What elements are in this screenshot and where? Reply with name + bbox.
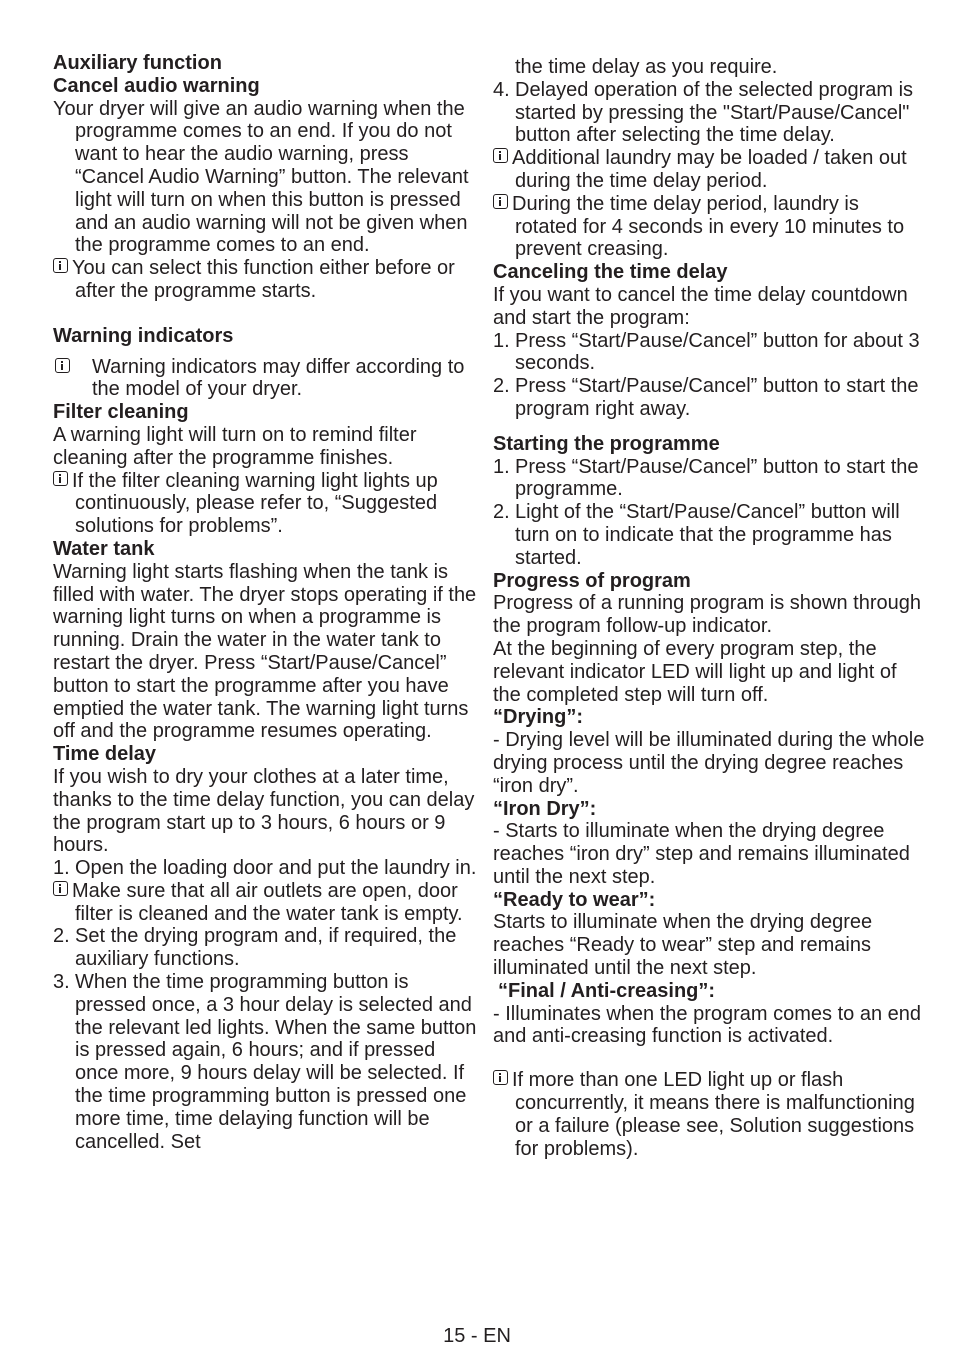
water-tank-text: Warning light starts flashing when the tank is filled with water. The dryer stops operating if the warning light turns on when a programme is running. Drain the water in the water tank to restart the dryer. Press “Start/Pause/Cancel” button to start the programme after you have emptied the water tank. The warning light turns off and the programme resumes operating. [53, 560, 477, 743]
drying-text: - Drying level will be illuminated during the whole drying process until the drying degree reaches “iron dry”. [493, 729, 925, 797]
cancel-audio-text: Your dryer will give an audio warning when the programme comes to an end. If you do not want to hear the audio warning, press “Cancel Audio Warning” button. The relevant light will turn on when this button is pressed and an audio warning will not be given when the programme comes to an end. [53, 97, 469, 257]
progress-text-1: Progress of a running program is shown through the program follow-up indicator. [493, 592, 922, 638]
delay-step-2: 2. Set the drying program and, if required, the auxiliary functions. [53, 925, 457, 971]
delay-step-4: 4. Delayed operation of the selected program is started by pressing the "Start/Pause/Cancel" button after selecting the time delay. [493, 78, 914, 147]
time-delay-heading: Time delay [53, 743, 157, 766]
drying-label: “Drying”: [493, 706, 583, 729]
water-tank-heading: Water tank [53, 537, 155, 560]
left-column [53, 52, 481, 1153]
final-anti-creasing-text: - Illuminates when the program comes to an end and anti-creasing function is activated. [493, 1002, 921, 1048]
progress-text-2: At the beginning of every program step, the relevant indicator LED will light up and light of the completed step will turn off. [493, 637, 897, 706]
cancel-audio-note: You can select this function either before or after the programme starts. [53, 257, 481, 303]
warning-indicators-heading: Warning indicators [53, 324, 234, 347]
info-icon [493, 148, 508, 163]
info-icon [53, 258, 68, 273]
iron-dry-text: - Starts to illuminate when the drying degree reaches “iron dry” step and remains illuminated until the next step. [493, 820, 910, 888]
filter-cleaning-heading: Filter cleaning [53, 401, 189, 424]
cancel-step-1: 1. Press “Start/Pause/Cancel” button for about 3 seconds. [493, 329, 920, 375]
page-number: 15 - EN [443, 1325, 511, 1347]
progress-heading: Progress of program [493, 569, 691, 592]
info-icon [493, 194, 508, 209]
starting-programme-heading: Starting the programme [493, 432, 720, 455]
start-step-1: 1. Press “Start/Pause/Cancel” button to start the programme. [493, 455, 919, 501]
delay-step-1: 1. Open the loading door and put the laundry in. [53, 857, 477, 880]
ready-to-wear-label: “Ready to wear”: [493, 888, 656, 911]
right-column [493, 56, 925, 1160]
info-icon [53, 471, 68, 486]
filter-cleaning-text: A warning light will turn on to remind filter cleaning after the programme finishes. [53, 423, 417, 469]
info-icon [55, 358, 70, 373]
delay-step-3-continued: the time delay as you require. [515, 56, 778, 78]
aux-heading: Auxiliary function [53, 52, 222, 74]
delay-note-loaded: Additional laundry may be loaded / taken out during the time delay period. [493, 147, 925, 193]
delay-note-outlets: Make sure that all air outlets are open, door filter is cleaned and the water tank is empty. [53, 880, 481, 926]
start-step-2: 2. Light of the “Start/Pause/Cancel” button will turn on to indicate that the programme has started. [493, 501, 900, 569]
filter-cleaning-note: If the filter cleaning warning light lights up continuously, please refer to, “Suggested solutions for problems”. [53, 470, 481, 538]
final-anti-creasing-label: “Final / Anti-creasing”: [498, 979, 716, 1002]
delay-note-rotated: During the time delay period, laundry is rotated for 4 seconds in every 10 minutes to prevent creasing. [493, 193, 925, 261]
info-icon [493, 1070, 508, 1085]
cancel-step-2: 2. Press “Start/Pause/Cancel” button to start the program right away. [493, 375, 919, 420]
delay-step-3: 3. When the time programming button is pressed once, a 3 hour delay is selected and the relevant led lights. When the same button is pressed again, 6 hours; and if pressed once more, 9 hours delay will be selected. If the time programming button is pressed one more time, time delaying function will be cancelled. Set [53, 971, 477, 1153]
ready-to-wear-text: Starts to illuminate when the drying degree reaches “Ready to wear” step and remains illuminated until the next step. [493, 911, 873, 980]
warning-note: Warning indicators may differ according to the model of your dryer. [53, 356, 481, 402]
cancel-delay-heading: Canceling the time delay [493, 261, 728, 284]
cancel-audio-heading: Cancel audio warning [53, 74, 260, 97]
time-delay-text: If you wish to dry your clothes at a later time, thanks to the time delay function, you can delay the program start up to 3 hours, 6 hours or 9 hours. [53, 765, 475, 857]
iron-dry-label: “Iron Dry”: [493, 797, 597, 820]
led-note: If more than one LED light up or flash concurrently, it means there is malfunctioning or a failure (please see, Solution suggestions for problems). [493, 1069, 925, 1160]
info-icon [53, 881, 68, 896]
cancel-delay-text: If you want to cancel the time delay countdown and start the program: [493, 283, 908, 329]
